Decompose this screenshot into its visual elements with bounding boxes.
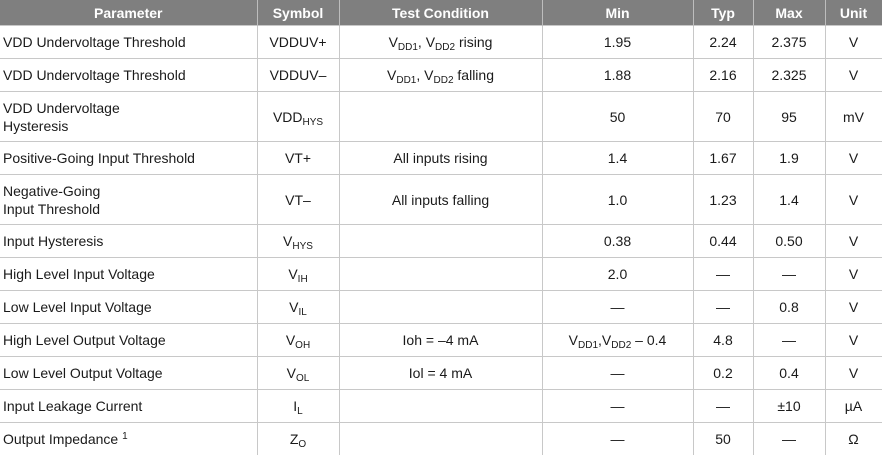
condition-text: Ioh = –4 mA bbox=[403, 332, 479, 348]
parameter-text: Input Leakage Current bbox=[3, 398, 142, 414]
parameter-text: Low Level Output Voltage bbox=[3, 365, 163, 381]
symbol-text: I bbox=[293, 398, 297, 414]
condition-subscript: DD1 bbox=[398, 42, 418, 53]
min-cell bbox=[542, 225, 693, 258]
max-value: — bbox=[782, 431, 796, 447]
typ-value: 70 bbox=[715, 109, 731, 125]
condition-text: falling bbox=[454, 67, 494, 83]
unit-cell bbox=[825, 423, 882, 455]
typ-cell bbox=[693, 357, 753, 390]
condition-cell bbox=[339, 59, 542, 92]
parameter-cell bbox=[0, 357, 257, 390]
min-cell bbox=[542, 423, 693, 455]
typ-value: 4.8 bbox=[713, 332, 732, 348]
header-symbol: Symbol bbox=[257, 0, 339, 26]
table-row bbox=[0, 26, 882, 59]
symbol-text: VDD bbox=[273, 109, 303, 125]
parameter-text: VDD Undervoltage Threshold bbox=[3, 34, 186, 50]
min-cell bbox=[542, 258, 693, 291]
max-value: 1.9 bbox=[779, 150, 798, 166]
unit-cell bbox=[825, 258, 882, 291]
header-typ: Typ bbox=[693, 0, 753, 26]
parameter-cell bbox=[0, 258, 257, 291]
max-value: 0.4 bbox=[779, 365, 798, 381]
symbol-cell bbox=[257, 258, 339, 291]
parameter-text: Negative-Going bbox=[3, 183, 100, 199]
symbol-subscript: IL bbox=[299, 307, 307, 318]
max-value: 2.375 bbox=[771, 34, 806, 50]
typ-value: 50 bbox=[715, 431, 731, 447]
symbol-cell bbox=[257, 92, 339, 142]
max-cell bbox=[753, 357, 825, 390]
condition-cell bbox=[339, 92, 542, 142]
header-max: Max bbox=[753, 0, 825, 26]
min-cell bbox=[542, 324, 693, 357]
max-cell bbox=[753, 291, 825, 324]
unit-cell bbox=[825, 26, 882, 59]
unit-value: V bbox=[849, 332, 858, 348]
symbol-subscript: O bbox=[298, 439, 306, 450]
min-value: ,V bbox=[598, 332, 611, 348]
parameter-text: Hysteresis bbox=[3, 118, 68, 134]
condition-text: , V bbox=[416, 67, 433, 83]
parameter-text: Low Level Input Voltage bbox=[3, 299, 152, 315]
unit-cell bbox=[825, 92, 882, 142]
parameter-text: VDD Undervoltage bbox=[3, 100, 120, 116]
symbol-cell bbox=[257, 291, 339, 324]
unit-cell bbox=[825, 142, 882, 175]
unit-value: V bbox=[849, 299, 858, 315]
max-value: ±10 bbox=[777, 398, 800, 414]
parameter-text: Output Impedance bbox=[3, 431, 118, 447]
min-cell bbox=[542, 92, 693, 142]
max-cell bbox=[753, 142, 825, 175]
table-row bbox=[0, 357, 882, 390]
unit-value: V bbox=[849, 233, 858, 249]
min-subscript: DD1 bbox=[578, 340, 598, 351]
typ-value: — bbox=[716, 299, 730, 315]
parameter-cell bbox=[0, 291, 257, 324]
parameter-cell bbox=[0, 225, 257, 258]
symbol-text: V bbox=[286, 332, 295, 348]
typ-cell bbox=[693, 59, 753, 92]
symbol-text: VT– bbox=[285, 192, 311, 208]
header-row bbox=[0, 0, 882, 26]
symbol-subscript: L bbox=[297, 406, 303, 417]
unit-cell bbox=[825, 59, 882, 92]
condition-cell bbox=[339, 225, 542, 258]
max-value: 2.325 bbox=[771, 67, 806, 83]
typ-value: 1.67 bbox=[709, 150, 736, 166]
typ-cell bbox=[693, 225, 753, 258]
table-row bbox=[0, 175, 882, 225]
symbol-text: V bbox=[289, 299, 298, 315]
condition-cell bbox=[339, 324, 542, 357]
unit-value: V bbox=[849, 150, 858, 166]
min-cell bbox=[542, 175, 693, 225]
table-row bbox=[0, 225, 882, 258]
condition-cell bbox=[339, 423, 542, 455]
symbol-cell bbox=[257, 357, 339, 390]
symbol-text: VT+ bbox=[285, 150, 311, 166]
min-value: — bbox=[611, 365, 625, 381]
condition-cell bbox=[339, 142, 542, 175]
min-value: 2.0 bbox=[608, 266, 627, 282]
symbol-subscript: HYS bbox=[292, 241, 313, 252]
condition-subscript: DD1 bbox=[396, 75, 416, 86]
typ-cell bbox=[693, 92, 753, 142]
typ-value: 1.23 bbox=[709, 192, 736, 208]
parameter-cell bbox=[0, 390, 257, 423]
max-cell bbox=[753, 324, 825, 357]
parameter-text: High Level Input Voltage bbox=[3, 266, 155, 282]
unit-value: µA bbox=[845, 398, 862, 414]
min-cell bbox=[542, 357, 693, 390]
symbol-text: V bbox=[288, 266, 297, 282]
unit-cell bbox=[825, 225, 882, 258]
unit-value: V bbox=[849, 365, 858, 381]
symbol-text: V bbox=[283, 233, 292, 249]
unit-value: V bbox=[849, 192, 858, 208]
min-cell bbox=[542, 291, 693, 324]
min-value: 1.88 bbox=[604, 67, 631, 83]
table-row bbox=[0, 92, 882, 142]
table-row bbox=[0, 324, 882, 357]
symbol-subscript: OL bbox=[296, 373, 309, 384]
max-value: 0.50 bbox=[775, 233, 802, 249]
symbol-subscript: IH bbox=[298, 274, 308, 285]
min-value: 1.4 bbox=[608, 150, 627, 166]
min-cell bbox=[542, 26, 693, 59]
unit-cell bbox=[825, 324, 882, 357]
table-row bbox=[0, 423, 882, 455]
symbol-cell bbox=[257, 59, 339, 92]
unit-cell bbox=[825, 175, 882, 225]
max-cell bbox=[753, 59, 825, 92]
min-cell bbox=[542, 142, 693, 175]
condition-text: Iol = 4 mA bbox=[409, 365, 472, 381]
table-row bbox=[0, 258, 882, 291]
header-parameter: Parameter bbox=[0, 0, 257, 26]
condition-cell bbox=[339, 291, 542, 324]
header-test-condition: Test Condition bbox=[339, 0, 542, 26]
typ-cell bbox=[693, 258, 753, 291]
table-row bbox=[0, 59, 882, 92]
typ-value: — bbox=[716, 266, 730, 282]
condition-cell bbox=[339, 258, 542, 291]
condition-text: rising bbox=[455, 34, 492, 50]
parameter-cell bbox=[0, 142, 257, 175]
max-cell bbox=[753, 423, 825, 455]
typ-cell bbox=[693, 390, 753, 423]
typ-value: — bbox=[716, 398, 730, 414]
min-value: 0.38 bbox=[604, 233, 631, 249]
typ-cell bbox=[693, 423, 753, 455]
parameter-cell bbox=[0, 423, 257, 455]
parameter-cell bbox=[0, 175, 257, 225]
footnote-marker: 1 bbox=[122, 431, 128, 442]
unit-value: V bbox=[849, 67, 858, 83]
typ-cell bbox=[693, 291, 753, 324]
typ-value: 0.2 bbox=[713, 365, 732, 381]
typ-value: 0.44 bbox=[709, 233, 736, 249]
unit-value: Ω bbox=[848, 431, 858, 447]
min-value: V bbox=[569, 332, 578, 348]
symbol-subscript: OH bbox=[295, 340, 310, 351]
condition-text: , V bbox=[418, 34, 435, 50]
parameter-cell bbox=[0, 26, 257, 59]
max-value: 0.8 bbox=[779, 299, 798, 315]
table-row bbox=[0, 291, 882, 324]
max-cell bbox=[753, 92, 825, 142]
parameter-cell bbox=[0, 59, 257, 92]
symbol-text: Z bbox=[290, 431, 299, 447]
max-cell bbox=[753, 225, 825, 258]
typ-value: 2.24 bbox=[709, 34, 736, 50]
symbol-subscript: HYS bbox=[303, 117, 324, 128]
parameter-text: Positive-Going Input Threshold bbox=[3, 150, 195, 166]
symbol-cell bbox=[257, 423, 339, 455]
unit-value: mV bbox=[843, 109, 864, 125]
unit-cell bbox=[825, 357, 882, 390]
symbol-cell bbox=[257, 26, 339, 59]
unit-cell bbox=[825, 291, 882, 324]
symbol-cell bbox=[257, 225, 339, 258]
symbol-cell bbox=[257, 390, 339, 423]
max-value: — bbox=[782, 332, 796, 348]
unit-cell bbox=[825, 390, 882, 423]
max-value: 95 bbox=[781, 109, 797, 125]
condition-cell bbox=[339, 175, 542, 225]
condition-text: V bbox=[389, 34, 398, 50]
symbol-cell bbox=[257, 142, 339, 175]
header-unit: Unit bbox=[825, 0, 882, 26]
max-cell bbox=[753, 390, 825, 423]
max-cell bbox=[753, 175, 825, 225]
symbol-cell bbox=[257, 175, 339, 225]
condition-text: V bbox=[387, 67, 396, 83]
symbol-text: VDDUV+ bbox=[269, 34, 326, 50]
max-cell bbox=[753, 258, 825, 291]
min-value: — bbox=[611, 299, 625, 315]
max-value: — bbox=[782, 266, 796, 282]
min-subscript: DD2 bbox=[611, 340, 631, 351]
parameter-cell bbox=[0, 324, 257, 357]
condition-text: All inputs rising bbox=[393, 150, 487, 166]
max-value: 1.4 bbox=[779, 192, 798, 208]
parameter-text: Input Threshold bbox=[3, 201, 100, 217]
min-value: — bbox=[611, 398, 625, 414]
condition-cell bbox=[339, 26, 542, 59]
symbol-text: VDDUV– bbox=[270, 67, 327, 83]
table-row bbox=[0, 390, 882, 423]
min-value: 1.0 bbox=[608, 192, 627, 208]
typ-value: 2.16 bbox=[709, 67, 736, 83]
unit-value: V bbox=[849, 266, 858, 282]
parameter-text: VDD Undervoltage Threshold bbox=[3, 67, 186, 83]
unit-value: V bbox=[849, 34, 858, 50]
min-value: — bbox=[611, 431, 625, 447]
typ-cell bbox=[693, 324, 753, 357]
condition-cell bbox=[339, 357, 542, 390]
min-cell bbox=[542, 390, 693, 423]
parameter-text: Input Hysteresis bbox=[3, 233, 103, 249]
header-min: Min bbox=[542, 0, 693, 26]
parameter-cell bbox=[0, 92, 257, 142]
symbol-text: V bbox=[287, 365, 296, 381]
typ-cell bbox=[693, 26, 753, 59]
min-cell bbox=[542, 59, 693, 92]
min-value: 50 bbox=[610, 109, 626, 125]
typ-cell bbox=[693, 175, 753, 225]
condition-cell bbox=[339, 390, 542, 423]
max-cell bbox=[753, 26, 825, 59]
symbol-cell bbox=[257, 324, 339, 357]
typ-cell bbox=[693, 142, 753, 175]
condition-subscript: DD2 bbox=[435, 42, 455, 53]
min-value: 1.95 bbox=[604, 34, 631, 50]
condition-subscript: DD2 bbox=[434, 75, 454, 86]
condition-text: All inputs falling bbox=[392, 192, 489, 208]
min-value: – 0.4 bbox=[631, 332, 666, 348]
parameter-text: High Level Output Voltage bbox=[3, 332, 166, 348]
table-row bbox=[0, 142, 882, 175]
